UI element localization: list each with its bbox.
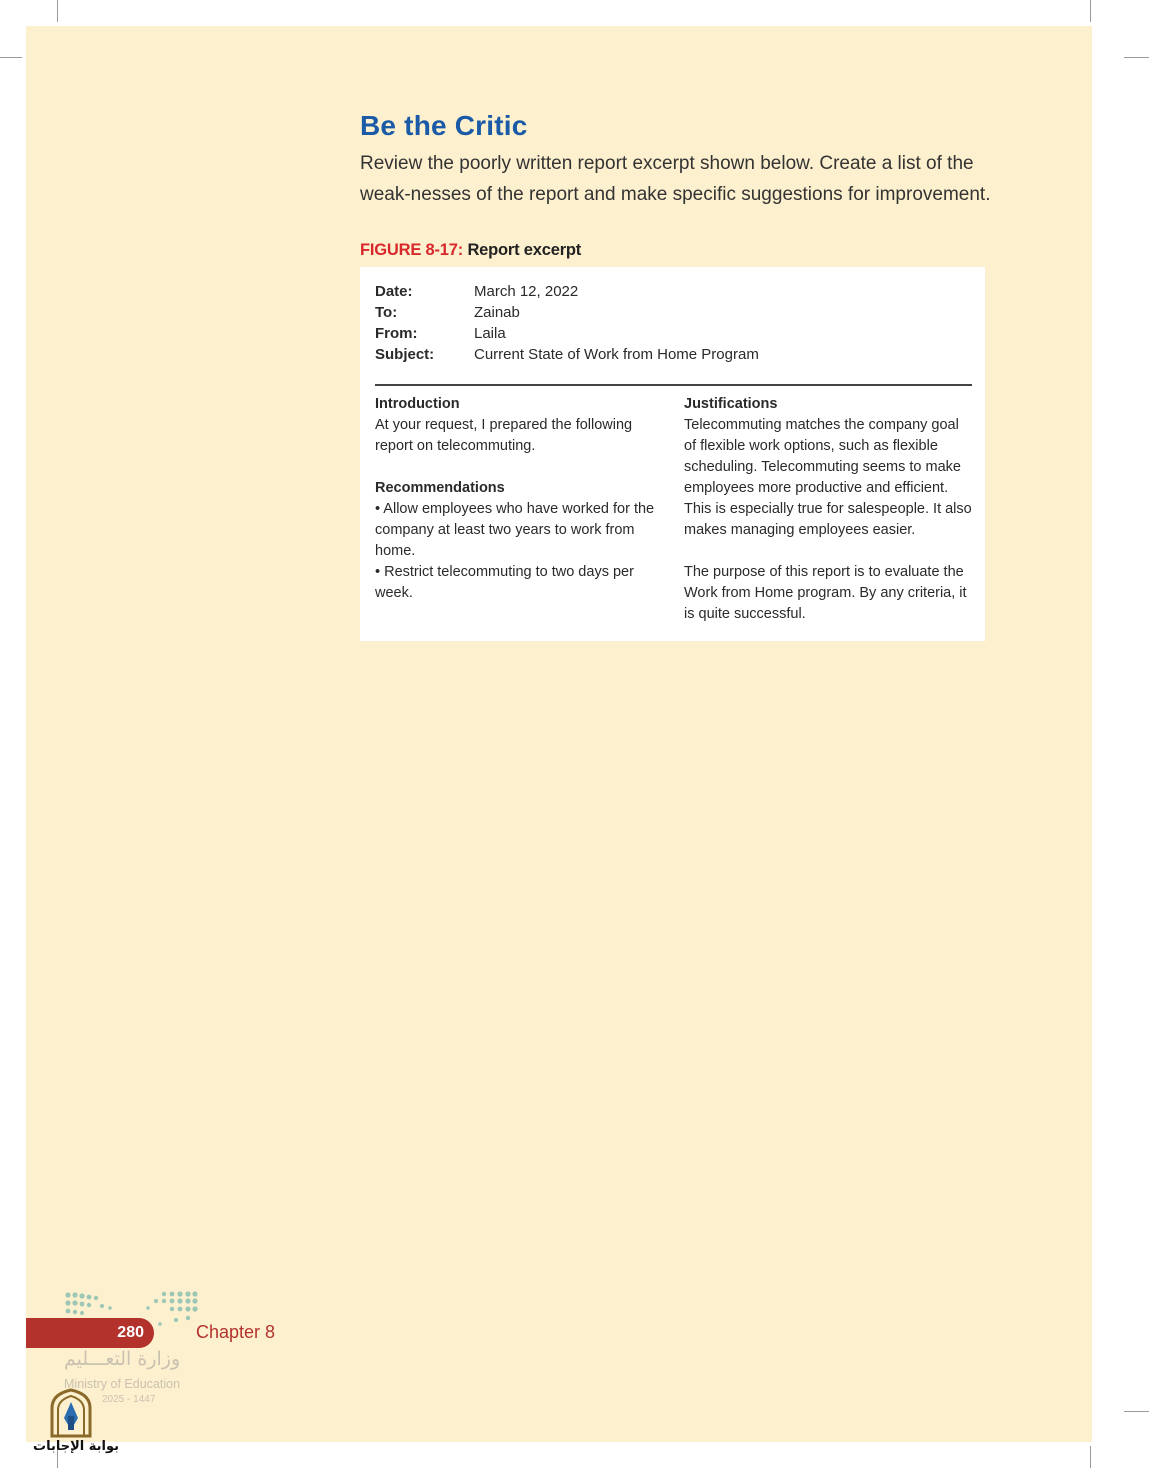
recommendation-item: • Restrict telecommuting to two days per week. [375,564,634,601]
ministry-name-arabic: وزارة التعـــليم [64,1348,181,1370]
page-number: 280 [117,1324,144,1341]
report-excerpt-box [360,267,985,641]
instructions-paragraph: Review the poorly written report excerpt shown below. Create a list of the weak-nesses of the report and make specific suggestions for improvement. [360,153,991,205]
memo-row-to [375,302,759,323]
memo-label: Date: [375,283,413,300]
purpose-text: The purpose of this report is to evaluate the Work from Home program. By any criteria, it is quite successful. [684,564,967,622]
recommendations-heading: Recommendations [375,480,505,496]
crop-mark-right-upper [1124,57,1149,58]
crop-mark-top-right [1090,0,1091,22]
ministry-name-english: Ministry of Education [64,1377,181,1391]
memo-label: To: [375,304,398,321]
figure-caption-text: Report excerpt [467,241,582,259]
memo-header [375,281,759,365]
portal-seal-icon [48,1388,94,1438]
memo-value: Zainab [474,304,520,321]
textbook-page [26,26,1092,1442]
introduction-heading: Introduction [375,396,460,412]
page-number-tab [26,1318,154,1348]
introduction-text: At your request, I prepared the following report on telecommuting. [375,417,633,454]
page-title: Be the Critic [360,110,528,141]
crop-mark-left-upper [0,57,22,58]
figure-number: FIGURE 8-17: [360,241,464,259]
justifications-heading: Justifications [684,396,778,412]
crop-mark-right-lower [1124,1411,1149,1412]
figure-caption [360,241,581,260]
memo-divider [375,384,972,386]
memo-row-subject [375,344,759,365]
memo-row-from [375,323,759,344]
memo-label: From: [375,325,418,342]
memo-value: Current State of Work from Home Program [474,346,759,363]
crop-mark-bottom-right [1090,1446,1091,1468]
memo-label: Subject: [375,346,435,363]
memo-row-date [375,281,759,302]
portal-label: بوابة الإجابات [33,1439,119,1454]
chapter-label: Chapter 8 [196,1322,276,1342]
crop-mark-top-left [57,0,58,22]
recommendation-item: • Allow employees who have worked for the company at least two years to work from home. [375,501,655,559]
ministry-year: 2025 - 1447 [102,1394,156,1405]
memo-value: Laila [474,325,506,342]
report-right-column [684,394,974,625]
report-left-column [375,394,660,604]
justifications-text: Telecommuting matches the company goal of flexible work options, such as flexible scheduling. Telecommuting seems to make employees more productive and efficient. This is especially true for salespeople. It also makes managing employees easier. [684,417,972,538]
memo-value: March 12, 2022 [474,283,579,300]
